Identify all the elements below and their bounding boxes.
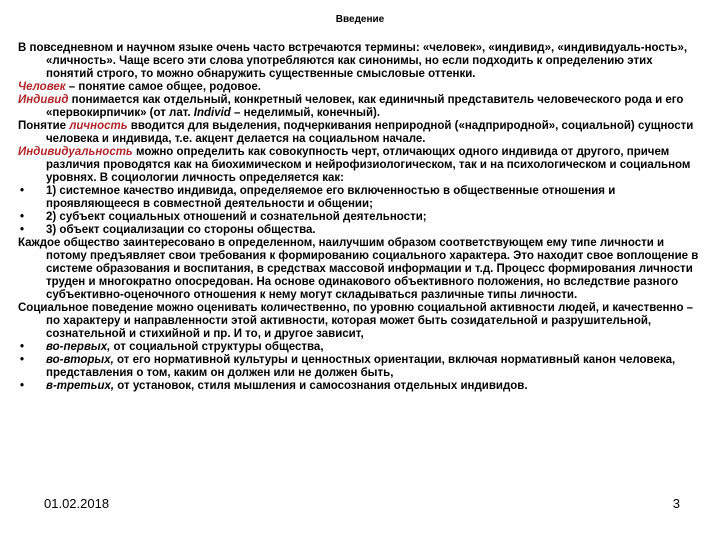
list-item-text: от его нормативной культуры и ценностных ориентации, включая нормативный канон человека, представления о том, каким он должен или не должен быть, bbox=[46, 354, 676, 379]
paragraph-individual bbox=[18, 94, 702, 120]
paragraph-intro: В повседневном и научном языке очень часто встречаются термины: «человек», «индивид», «индивидуаль-ность», «личность». Чаще всего эти слова употребляются как синонимы, но если подходить к определению этих понятий строго, то можно обнаружить существенные смысловые оттенки. bbox=[18, 42, 688, 80]
bullet-icon: • bbox=[20, 341, 25, 353]
term-human: Человек bbox=[18, 81, 66, 93]
list-item bbox=[18, 354, 702, 380]
definition-human: – понятие самое общее, родовое. bbox=[65, 81, 261, 93]
paragraph-society: Каждое общество заинтересовано в определенном, наилучшим образом соответствующем ему типе личности и потому предъявляет свои требования к формированию социального характера. Это находит свое воплощение в системе образования и воспитания, в средствах массовой информации и т.д. Процесс формирования личности труден и многократно опосредован. На основе одинакового объективного положения, но вследствие разного субъективно-оценочного отношения к нему могут складываться различные типы личности. bbox=[18, 237, 699, 301]
definition-individual-end: – неделимый, конечный). bbox=[230, 107, 381, 119]
latin-word: Individ bbox=[193, 107, 231, 119]
slide-body bbox=[18, 42, 702, 393]
bullet-icon: • bbox=[20, 224, 25, 236]
bullet-icon: • bbox=[20, 185, 25, 197]
term-individuality: Индивидуальность bbox=[18, 146, 133, 158]
list-item-lead: во-вторых, bbox=[46, 354, 114, 366]
term-individual: Индивид bbox=[18, 94, 69, 106]
definition-individual: понимается как отдельный, конкретный человек, как единичный представитель человеческого рода и его «первокирпичик» (от лат. bbox=[46, 94, 684, 119]
list-item-lead: в-третьих, bbox=[46, 380, 115, 392]
list-item bbox=[18, 341, 702, 354]
paragraph-human bbox=[18, 81, 702, 94]
list-item bbox=[18, 380, 702, 393]
paragraph-behavior: Социальное поведение можно оценивать количественно, по уровню социальной активности людей, и качественно – по характеру и направленности этой активности, которая может быть созидательной и разрушительной, сознательной и стихийной и пр. И то, и другое зависит, bbox=[18, 302, 694, 340]
term-personality: личность bbox=[69, 120, 128, 132]
bullet-icon: • bbox=[20, 354, 25, 366]
definition-personality: вводится для выделения, подчеркивания неприродной («надприродной», социальной) сущности человека и индивида, т.е. акцент делается на социальном начале. bbox=[46, 120, 694, 145]
list-item-text: 3) объект социализации со стороны общества. bbox=[46, 224, 316, 236]
page-title: Введение bbox=[335, 14, 385, 25]
footer-date: 01.02.2018 bbox=[44, 496, 110, 511]
list-item bbox=[18, 211, 702, 224]
list-item-text: от установок, стиля мышления и самосознания отдельных индивидов. bbox=[114, 380, 528, 392]
paragraph-personality bbox=[18, 120, 702, 146]
list-item bbox=[18, 185, 702, 211]
personality-lead: Понятие bbox=[18, 120, 70, 132]
list-item-text: 1) системное качество индивида, определяемое его включенностью в общественные отношения и проявляющееся в совместной деятельности и общении; bbox=[46, 185, 616, 210]
definition-individuality: можно определить как совокупность черт, отличающих одного индивида от другого, причем различия проводятся как на биохимическом и нейрофизиологическом, так и на психологическом и социальном уровнях. В социологии личность определяется как: bbox=[46, 146, 691, 184]
list-item-lead: во-первых, bbox=[46, 341, 111, 353]
paragraph-individuality bbox=[18, 146, 702, 185]
list-item-text: 2) субъект социальных отношений и сознательной деятельности; bbox=[46, 211, 427, 223]
page-number: 3 bbox=[672, 496, 680, 511]
bullet-icon: • bbox=[20, 380, 25, 392]
bullet-icon: • bbox=[20, 211, 25, 223]
list-item bbox=[18, 224, 702, 237]
list-item-text: от социальной структуры общества, bbox=[110, 341, 324, 353]
